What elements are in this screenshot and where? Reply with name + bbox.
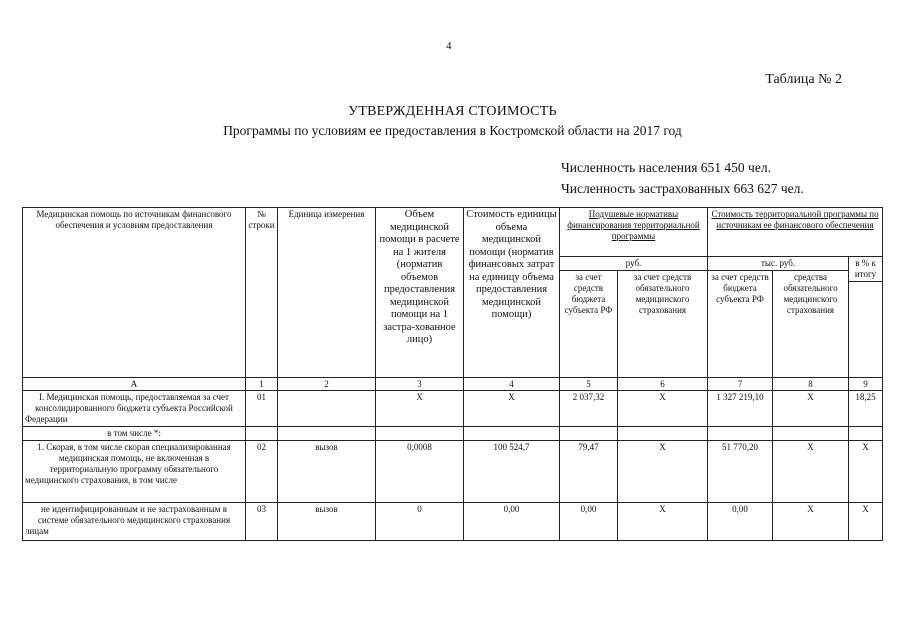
row-oms-per-capita: Х [618,391,708,427]
row-oms-cost: Х [773,503,849,541]
row-percent: 18,25 [849,391,883,427]
header-col-4: Стоимость единицы объема медицинской помощи (норматив финансовых затрат на единицу объема предоставления медицинской помощи) [464,208,560,378]
header-col-2: Единица измерения [278,208,376,378]
header-col-3: Объем медицинской помощи в расчете на 1 жителя (норматив объемов предоставления медицинской помощи на 1 застра-хованное лицо) [376,208,464,378]
colnum-6: 6 [618,378,708,391]
header-unit-rub: руб. [560,257,708,271]
row-line-number: 02 [246,441,278,503]
header-group-program-cost: Стоимость территориальной программы по источникам ее финансового обеспечения [708,208,883,257]
table-row [23,441,883,503]
table-row [23,391,883,427]
row-line-number: 01 [246,391,278,427]
page-number: 4 [446,40,452,52]
row-oms-cost: Х [773,441,849,503]
row-label: не идентифицированным и не застрахованным в системе обязательного медицинского страхования лицам [23,503,246,541]
row-unit-cost: Х [464,391,560,427]
row-budget-cost: 51 770,20 [708,441,773,503]
row-percent: Х [849,441,883,503]
row-budget-per-capita: 79,47 [560,441,618,503]
row-unit-cost: 100 524,7 [464,441,560,503]
header-col-6: за счет средств обязательного медицинского страхования [618,271,708,378]
row-volume: 0 [376,503,464,541]
column-number-row [23,378,883,391]
table-label: Таблица № 2 [765,72,842,87]
row-label: 1. Скорая, в том числе скорая специализированная медицинская помощь, не включенная в территориальную программу обязательного медицинского страхования, в том числе [23,441,246,503]
row-oms-per-capita: Х [618,503,708,541]
header-col-9: в % к итогу [849,257,883,282]
colnum-5: 5 [560,378,618,391]
colnum-7: 7 [708,378,773,391]
colnum-1: 1 [246,378,278,391]
header-group-per-capita: Подушевые нормативы финансирования территориальной программы [560,208,708,257]
row-budget-cost: 0,00 [708,503,773,541]
colnum-9: 9 [849,378,883,391]
population-block [561,157,804,199]
header-unit-thousand-rub: тыс. руб. [708,257,849,271]
row-line-number: 03 [246,503,278,541]
row-label: в том числе *: [23,427,246,441]
document-subtitle: Программы по условиям ее предоставления в Костромской области на 2017 год [223,123,682,138]
header-col-8: средства обязательного медицинского страхования [773,271,849,378]
row-unit-cost: 0,00 [464,503,560,541]
row-budget-per-capita: 0,00 [560,503,618,541]
row-volume: 0,0008 [376,441,464,503]
document-title: УТВЕРЖДЕННАЯ СТОИМОСТЬ [348,104,557,119]
row-unit [278,391,376,427]
header-col-a: Медицинская помощь по источникам финансового обеспечения и условиям предоставления [23,208,246,378]
header-col-7: за счет средств бюджета субъекта РФ [708,271,773,378]
row-unit: вызов [278,441,376,503]
colnum-a: А [23,378,246,391]
table-row [23,427,883,441]
header-col-9-empty [849,282,883,378]
header-col-5: за счет средств бюджета субъекта РФ [560,271,618,378]
cost-table [22,207,883,541]
colnum-2: 2 [278,378,376,391]
row-unit: вызов [278,503,376,541]
colnum-4: 4 [464,378,560,391]
row-label: I. Медицинская помощь, предоставляемая за счет консолидированного бюджета субъекта Российской Федерации [23,391,246,427]
row-percent: Х [849,503,883,541]
colnum-8: 8 [773,378,849,391]
insured-count: Численность застрахованных 663 627 чел. [561,181,804,196]
row-volume: Х [376,391,464,427]
row-budget-cost: 1 327 219,10 [708,391,773,427]
colnum-3: 3 [376,378,464,391]
row-oms-cost: Х [773,391,849,427]
header-col-1: № строки [246,208,278,378]
population-count: Численность населения 651 450 чел. [561,160,771,175]
table-row [23,503,883,541]
row-oms-per-capita: Х [618,441,708,503]
row-budget-per-capita: 2 037,32 [560,391,618,427]
